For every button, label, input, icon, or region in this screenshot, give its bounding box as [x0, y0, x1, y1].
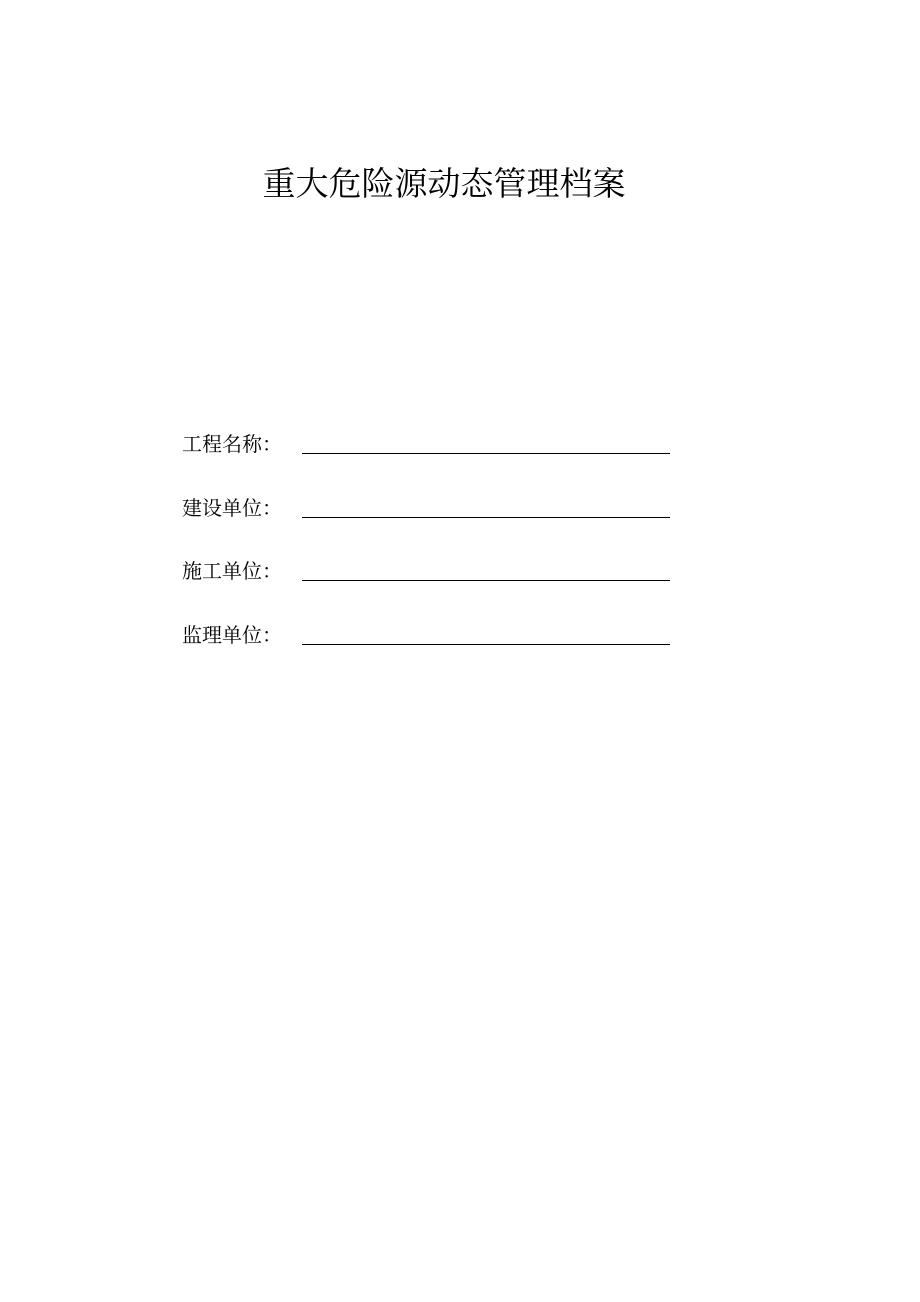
form-row-contractor — [182, 553, 682, 617]
project-name-label: 工程名称： — [182, 432, 282, 456]
project-name-blank-line[interactable] — [302, 453, 670, 454]
supervisor-label: 监理单位： — [182, 622, 282, 647]
contractor-blank-line[interactable] — [302, 580, 670, 581]
form-row-supervisor — [182, 617, 682, 681]
construction-owner-label: 建设单位： — [182, 495, 282, 520]
page-title: 重大危险源动态管理档案 — [262, 164, 626, 203]
cover-form — [182, 426, 682, 680]
construction-owner-blank-line[interactable] — [302, 517, 670, 518]
form-row-project-name — [182, 426, 682, 490]
form-row-construction-owner — [182, 490, 682, 554]
supervisor-blank-line[interactable] — [302, 644, 670, 645]
contractor-label: 施工单位： — [182, 559, 282, 583]
